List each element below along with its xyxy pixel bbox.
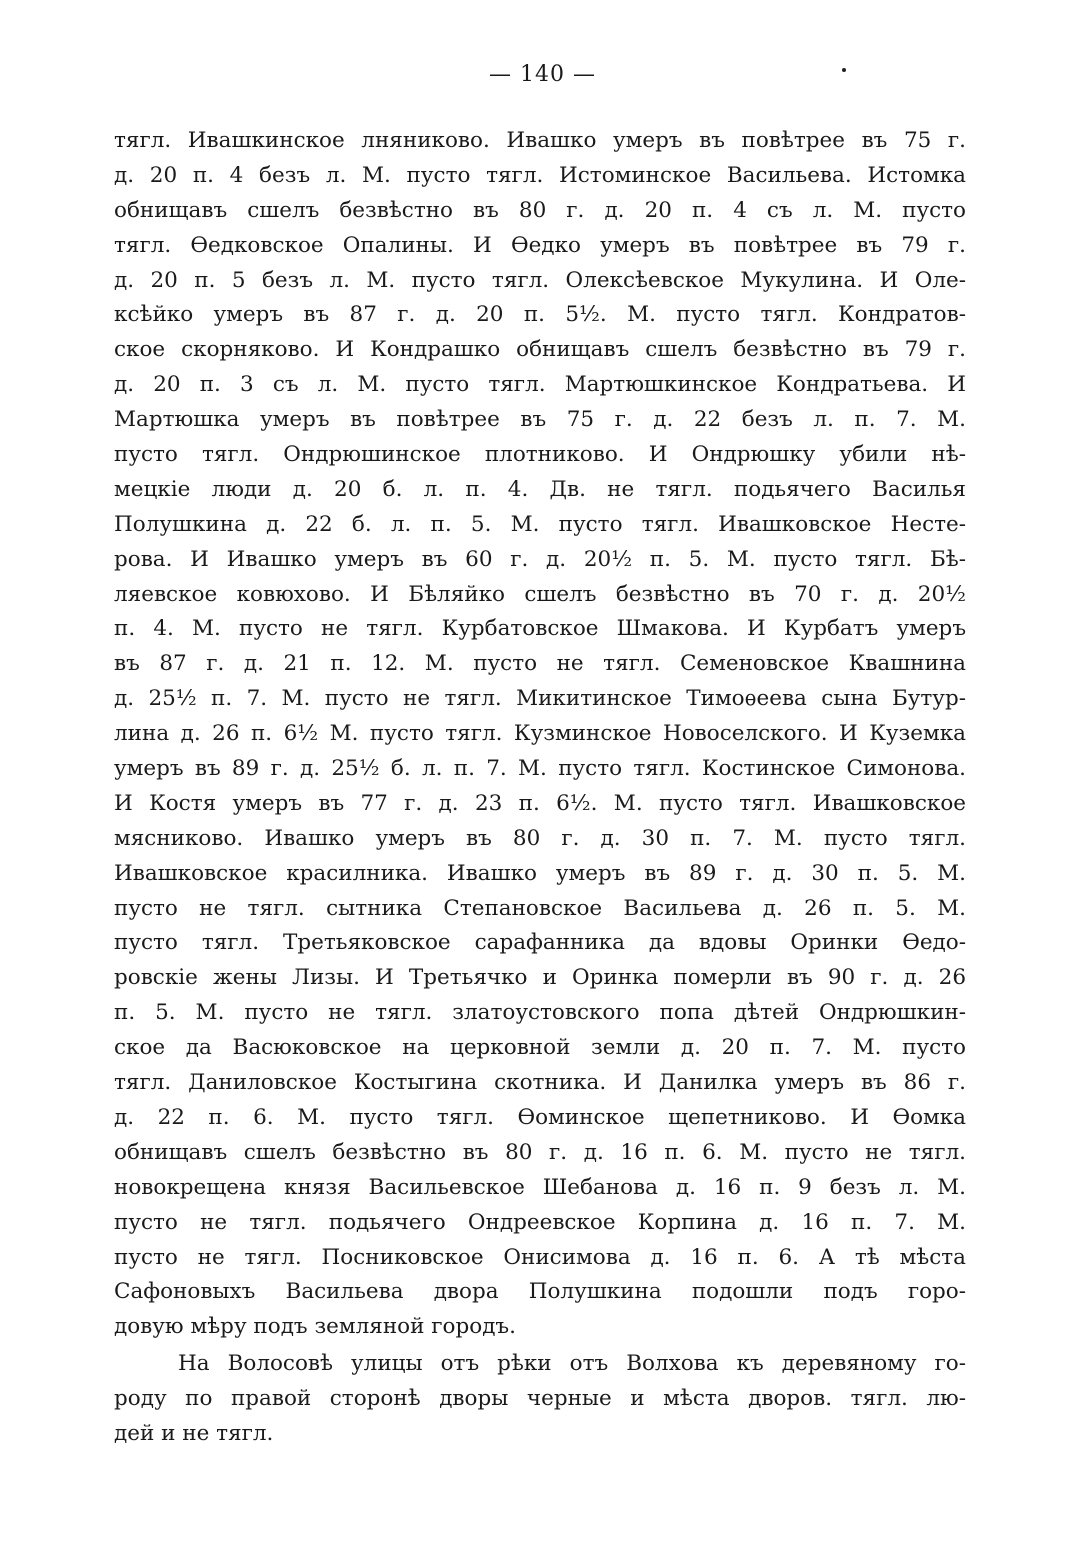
text-line: п. 4. М. пусто не тягл. Курбатовское Шмакова. И Курбатъ умеръ [114,616,966,642]
text-line: ское скорняково. И Кондрашко обнищавъ сшелъ безвѣстно въ 79 г. [114,337,966,363]
text-line: довую мѣру подъ земляной городъ. [114,1314,516,1340]
text-line: тягл. Ивашкинское лняниково. Ивашко умеръ въ повѣтрее въ 75 г. [114,128,966,153]
text-line: тягл. Өедковское Опалины. И Өедко умеръ въ повѣтрее въ 79 г. [114,232,966,258]
page-number: — 140 — [489,62,596,87]
text-line: ляевское ковюхово. И Бѣляйко сшелъ безвѣстно въ 70 г. д. 20½ [114,581,966,607]
text-line: пусто тягл. Третьяковское сарафанника да вдовы Оринки Өедо- [114,930,966,956]
text-line: д. 22 п. 6. М. пусто тягл. Өоминское щепетниково. И Өомка [114,1104,966,1130]
text-line: Мартюшка умеръ въ повѣтрее въ 75 г. д. 22 безъ л. п. 7. М. [114,407,966,433]
text-line: тягл. Даниловское Костыгина скотника. И Данилка умеръ въ 86 г. [114,1070,966,1096]
text-line: новокрещена князя Васильевское Шебанова д. 16 п. 9 безъ л. М. [114,1174,966,1200]
text-line: въ 87 г. д. 21 п. 12. М. пусто не тягл. Семеновское Квашнина [114,651,966,677]
text-line: мясниково. Ивашко умеръ въ 80 г. д. 30 п. 7. М. пусто тягл. [114,825,966,851]
text-line: ксѣйко умеръ въ 87 г. д. 20 п. 5½. М. пусто тягл. Кондратов- [114,302,966,328]
text-line: мецкіе люди д. 20 б. л. п. 4. Дв. не тягл. подьячего Василья [114,476,966,502]
text-line: лина д. 26 п. 6½ М. пусто тягл. Кузминское Новоселского. И Куземка [114,721,966,747]
text-line: д. 25½ п. 7. М. пусто не тягл. Микитинское Тимоѳеева сына Бутур- [114,686,966,712]
text-line: д. 20 п. 5 безъ л. М. пусто тягл. Олексѣевское Мукулина. И Оле- [114,267,966,293]
text-line: пусто не тягл. подьячего Ондреевское Корпина д. 16 п. 7. М. [114,1209,966,1235]
print-speck [842,68,846,72]
text-line: пусто не тягл. Посниковское Онисимова д. 16 п. 6. А тѣ мѣста [114,1244,966,1270]
text-line: Ивашковское красилника. Ивашко умеръ въ 89 г. д. 30 п. 5. М. [114,860,966,886]
paragraph [114,124,966,1345]
body-text [114,124,966,1452]
text-line: дей и не тягл. [114,1420,274,1446]
text-line: роду по правой сторонѣ дворы черные и мѣста дворов. тягл. лю- [114,1386,966,1412]
text-line: п. 5. М. пусто не тягл. златоустовского попа дѣтей Ондрюшкин- [114,1000,966,1026]
paragraph [114,1347,966,1452]
text-line: ровскіе жены Лизы. И Третьячко и Оринка померли въ 90 г. д. 26 [114,965,966,991]
text-line: пусто не тягл. сытника Степановское Васильева д. 26 п. 5. М. [114,895,966,921]
text-line: И Костя умеръ въ 77 г. д. 23 п. 6½. М. пусто тягл. Ивашковское [114,790,966,816]
text-line: ское да Васюковское на церковной земли д. 20 п. 7. М. пусто [114,1035,966,1061]
text-line: Полушкина д. 22 б. л. п. 5. М. пусто тягл. Ивашковское Несте- [114,511,966,537]
text-line: рова. И Ивашко умеръ въ 60 г. д. 20½ п. 5. М. пусто тягл. Бѣ- [114,546,966,572]
text-line: д. 20 п. 4 безъ л. М. пусто тягл. Истоминское Васильева. Истомка [114,162,966,188]
text-line: обнищавъ сшелъ безвѣстно въ 80 г. д. 20 п. 4 съ л. М. пусто [114,197,966,223]
text-line: обнищавъ сшелъ безвѣстно въ 80 г. д. 16 п. 6. М. пусто не тягл. [114,1139,966,1165]
text-line: На Волосовѣ улицы отъ рѣки отъ Волхова къ деревяному го- [178,1351,966,1377]
text-line: умеръ въ 89 г. д. 25½ б. л. п. 7. М. пусто тягл. Костинское Симонова. [114,756,966,782]
text-line: пусто тягл. Ондрюшинское плотниково. И Ондрюшку убили нѣ- [114,442,966,468]
text-line: д. 20 п. 3 съ л. М. пусто тягл. Мартюшкинское Кондратьева. И [114,372,966,398]
text-line: Сафоновыхъ Васильева двора Полушкина подошли подъ горо- [114,1279,966,1305]
